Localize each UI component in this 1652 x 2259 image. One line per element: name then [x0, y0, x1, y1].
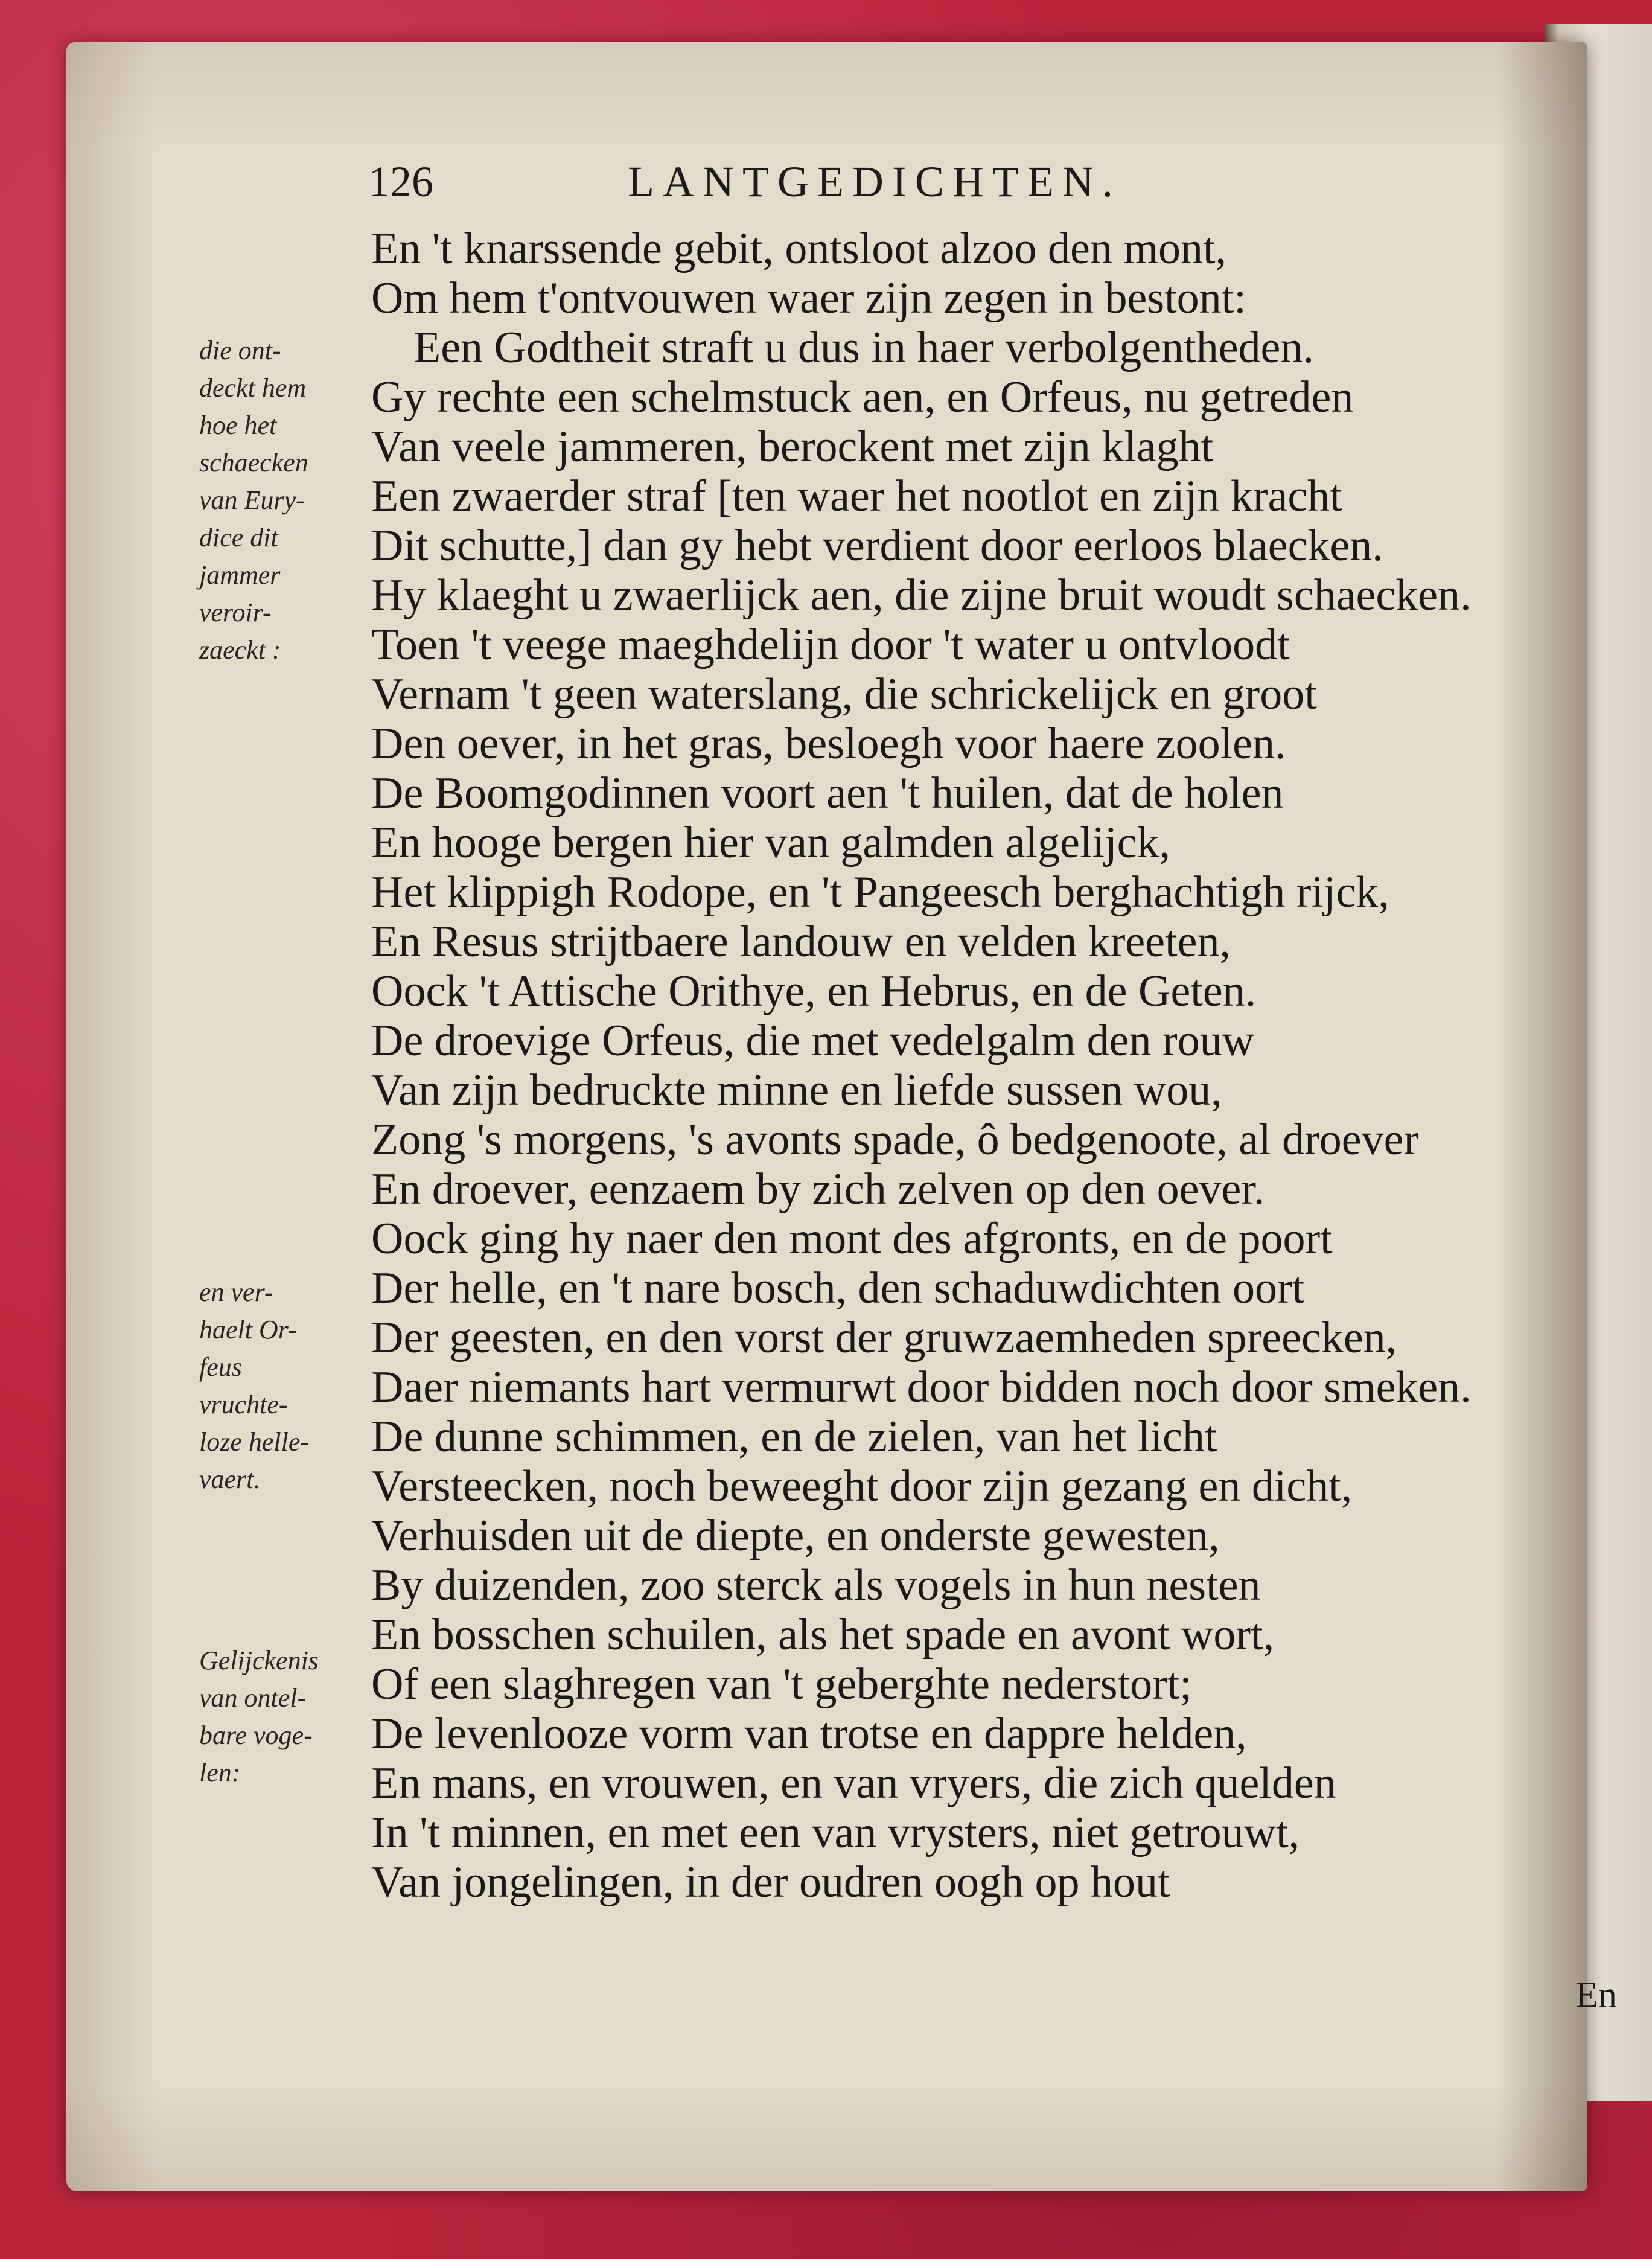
verse-line: Oock 't Attische Orithye, en Hebrus, en de Geten.	[371, 967, 1257, 1016]
verse-line: In 't minnen, en met een van vrysters, niet getrouwt,	[371, 1808, 1300, 1858]
catchword: En	[1575, 1975, 1617, 2016]
marginal-note-3	[199, 1642, 356, 1792]
verse-line: En mans, en vrouwen, en van vryers, die zich quelden	[371, 1759, 1336, 1808]
verse-line: Zong 's morgens, 's avonts spade, ô bedgenoote, al droever	[371, 1115, 1419, 1165]
verse-line: En hooge bergen hier van galmden algelijck,	[371, 818, 1171, 867]
marginal-line: feus	[199, 1352, 242, 1382]
marginal-line: vaert.	[199, 1465, 261, 1494]
verse-line: En Resus strijtbaere landouw en velden kreeten,	[371, 917, 1231, 967]
marginal-line: hoe het	[199, 411, 277, 440]
marginal-line: deckt hem	[199, 373, 307, 403]
verse-line: De Boomgodinnen voort aen 't huilen, dat de holen	[371, 768, 1284, 818]
marginal-line: len:	[199, 1758, 241, 1788]
marginal-line: en ver-	[199, 1277, 273, 1307]
verse-line: Oock ging hy naer den mont des afgronts, en de poort	[371, 1214, 1333, 1264]
verse-line: Dit schutte,] dan gy hebt verdient door eerloos blaecken.	[371, 521, 1383, 570]
verse-line: Van veele jammeren, berockent met zijn klaght	[371, 422, 1214, 471]
verse-line: Verhuisden uit de diepte, en onderste gewesten,	[371, 1511, 1220, 1561]
verse-line: Een Godtheit straft u dus in haer verbolgentheden.	[413, 323, 1314, 372]
verse-line: Der geesten, en den vorst der gruwzaemheden spreecken,	[371, 1313, 1397, 1363]
verse-line: Van zijn bedruckte minne en liefde sussen wou,	[371, 1066, 1222, 1115]
verse-line: En 't knarssende gebit, ontsloot alzoo den mont,	[371, 224, 1227, 273]
running-title: LANTGEDICHTEN.	[628, 158, 1121, 206]
verse-line: Versteecken, noch beweeght door zijn gezang en dicht,	[371, 1462, 1353, 1511]
verse-line: Of een slaghregen van 't geberghte nederstort;	[371, 1660, 1192, 1709]
marginal-line: van ontel-	[199, 1683, 307, 1713]
marginal-line: loze helle-	[199, 1427, 310, 1457]
book-page	[66, 42, 1617, 2191]
verse-line: Van jongelingen, in der oudren oogh op hout	[371, 1858, 1170, 1907]
marginal-line: zaeckt :	[199, 635, 281, 665]
verse-line: By duizenden, zoo sterck als vogels in hun nesten	[371, 1561, 1261, 1610]
verse-line: Om hem t'ontvouwen waer zijn zegen in bestont:	[371, 273, 1246, 323]
verse-line: De dunne schimmen, en de zielen, van het licht	[371, 1412, 1217, 1462]
marginal-line: van Eury-	[199, 485, 305, 515]
marginal-line: haelt Or-	[199, 1315, 297, 1344]
verse-line: Daer niemants hart vermurwt door bidden noch door smeken.	[371, 1363, 1472, 1412]
page-number: 126	[368, 158, 433, 206]
verse-line: Den oever, in het gras, besloegh voor haere zoolen.	[371, 719, 1286, 768]
marginal-note-1	[199, 332, 356, 669]
verse-line: En droever, eenzaem by zich zelven op den oever.	[371, 1165, 1265, 1214]
marginal-line: Gelijckenis	[199, 1646, 319, 1675]
marginal-line: veroir-	[199, 598, 272, 627]
verse-line: Toen 't veege maeghdelijn door 't water u ontvloodt	[371, 620, 1290, 669]
verse-line: De droevige Orfeus, die met vedelgalm den rouw	[371, 1016, 1255, 1066]
marginal-line: schaecken	[199, 448, 308, 478]
verse-line: Het klippigh Rodope, en 't Pangeesch berghachtigh rijck,	[371, 867, 1389, 917]
verse-line: Hy klaeght u zwaerlijck aen, die zijne bruit woudt schaecken.	[371, 570, 1472, 620]
verse-line: Vernam 't geen waterslang, die schrickelijck en groot	[371, 669, 1317, 719]
verse-line: De levenlooze vorm van trotse en dappre helden,	[371, 1709, 1247, 1759]
verse-line: Der helle, en 't nare bosch, den schaduwdichten oort	[371, 1264, 1305, 1313]
verse-line: Een zwaerder straf [ten waer het nootlot en zijn kracht	[371, 471, 1342, 521]
marginal-note-2	[199, 1274, 356, 1498]
marginal-line: vruchte-	[199, 1390, 288, 1419]
verse-line: En bosschen schuilen, als het spade en avont wort,	[371, 1610, 1275, 1660]
verse-line: Gy rechte een schelmstuck aen, en Orfeus, nu getreden	[371, 372, 1354, 422]
marginal-line: die ont-	[199, 336, 281, 365]
marginal-line: jammer	[199, 560, 281, 590]
marginal-line: dice dit	[199, 523, 278, 552]
marginal-line: bare voge-	[199, 1721, 313, 1750]
